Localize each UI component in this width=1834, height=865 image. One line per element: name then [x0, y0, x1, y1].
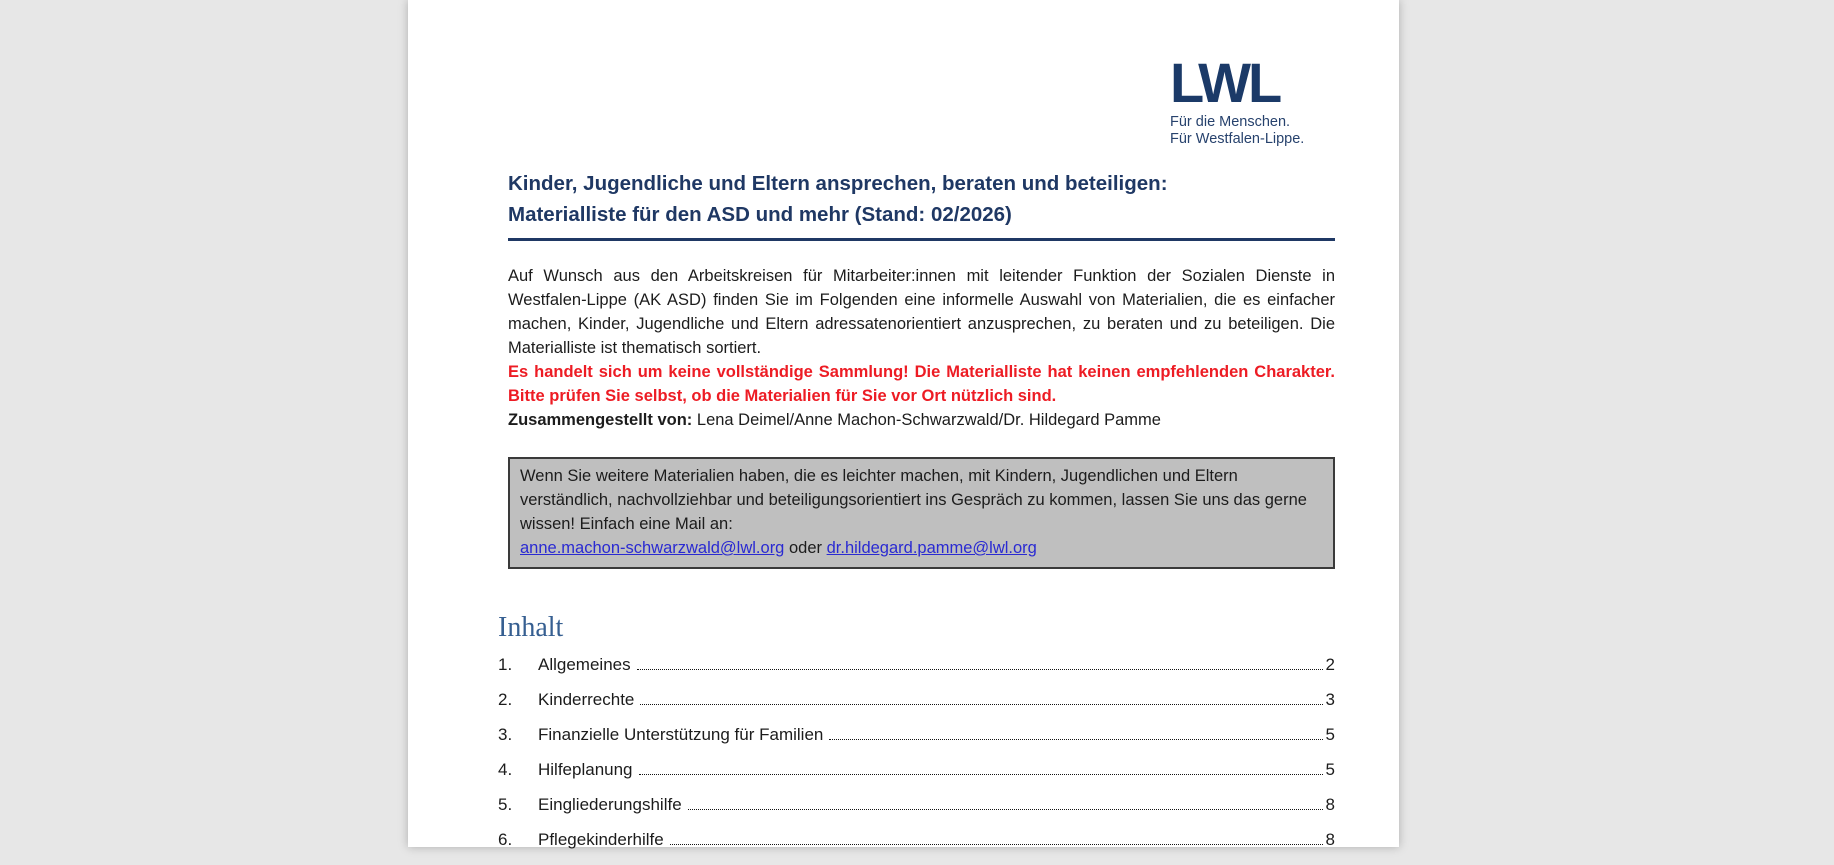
toc-entry-hilfeplanung[interactable] [498, 760, 1335, 795]
toc-entry-page: 5 [1325, 725, 1335, 744]
toc-dot-leader [639, 774, 1323, 775]
toc-entry-number: 1. [498, 655, 513, 674]
compiled-by-label: Zusammengestellt von: [508, 411, 693, 429]
email-separator: oder [788, 539, 822, 557]
toc-entry-page: 8 [1325, 795, 1335, 814]
warning-paragraph: Es handelt sich um keine vollständige Sammlung! Die Materialliste hat keinen empfehlenden Charakter. Bitte prüfen Sie selbst, ob die Materialien für Sie vor Ort nützlich sind. [508, 363, 1335, 405]
lwl-tagline-line1: Für die Menschen. [1170, 114, 1291, 130]
toc-entry-number: 2. [498, 690, 513, 709]
toc-entry-label: Kinderrechte [538, 690, 635, 709]
lwl-logo-wordmark: LWL [1170, 51, 1280, 114]
lwl-logo [1170, 51, 1340, 147]
toc-dot-leader [829, 739, 1322, 740]
toc-entry-eingliederungshilfe[interactable] [498, 795, 1335, 830]
toc-entry-kinderrechte[interactable] [498, 690, 1335, 725]
toc-entry-number: 5. [498, 795, 513, 814]
document-page [408, 0, 1399, 847]
toc-entry-number: 3. [498, 725, 513, 744]
toc-entry-page: 2 [1325, 655, 1335, 674]
document-title [508, 168, 1335, 241]
compiled-by-line [508, 408, 1335, 432]
toc-heading: Inhalt [498, 612, 564, 643]
toc-dot-leader [640, 704, 1322, 705]
toc-entry-label: Finanzielle Unterstützung für Familien [538, 725, 824, 744]
toc-entry-allgemeines[interactable] [498, 655, 1335, 690]
toc-entry-page: 3 [1325, 690, 1335, 709]
contact-info-text: Wenn Sie weitere Materialien haben, die es leichter machen, mit Kindern, Jugendlichen und Eltern verständlich, nachvollziehbar und beteiligungsorientiert ins Gespräch zu kommen, lassen Sie uns das gerne wissen! Einfach eine Mail an: [520, 467, 1307, 533]
document-title-line2: Materialliste für den ASD und mehr (Stand: 02/2026) [508, 203, 1012, 226]
toc-entry-page: 5 [1325, 760, 1335, 779]
compiled-by-names: Lena Deimel/Anne Machon-Schwarzwald/Dr. Hildegard Pamme [696, 411, 1161, 429]
toc-entry-pflegekinderhilfe[interactable] [498, 830, 1335, 865]
contact-email-line [520, 536, 1321, 560]
toc-entry-label: Hilfeplanung [538, 760, 633, 779]
toc-entry-number: 6. [498, 830, 513, 849]
intro-paragraph: Auf Wunsch aus den Arbeitskreisen für Mitarbeiter:innen mit leitender Funktion der Sozialen Dienste in Westfalen-Lippe (AK ASD) finden Sie im Folgenden eine informelle Auswahl von Materialien, die es einfacher machen, Kinder, Jugendliche und Eltern adressatenorientiert anzusprechen, zu beraten und zu beteiligen. Die Materialliste ist thematisch sortiert. [508, 267, 1335, 357]
toc-dot-leader [688, 809, 1323, 810]
toc-entry-label: Pflegekinderhilfe [538, 830, 664, 849]
toc-entry-label: Allgemeines [538, 655, 631, 674]
toc-entry-page: 8 [1325, 830, 1335, 849]
contact-info-box [508, 457, 1335, 569]
toc-dot-leader [670, 844, 1323, 845]
toc-entry-label: Eingliederungshilfe [538, 795, 682, 814]
table-of-contents [498, 655, 1335, 865]
toc-dot-leader [637, 669, 1323, 670]
lwl-logo-tagline [1170, 114, 1340, 147]
document-title-line1: Kinder, Jugendliche und Eltern ansprechen, beraten und beteiligen: [508, 172, 1168, 195]
toc-entry-finanzielle-unterstuetzung[interactable] [498, 725, 1335, 760]
toc-entry-number: 4. [498, 760, 513, 779]
email-link-anne-machon-schwarzwald[interactable]: anne.machon-schwarzwald@lwl.org [520, 539, 785, 557]
email-link-hildegard-pamme[interactable]: dr.hildegard.pamme@lwl.org [826, 539, 1037, 557]
lwl-tagline-line2: Für Westfalen-Lippe. [1170, 130, 1305, 147]
